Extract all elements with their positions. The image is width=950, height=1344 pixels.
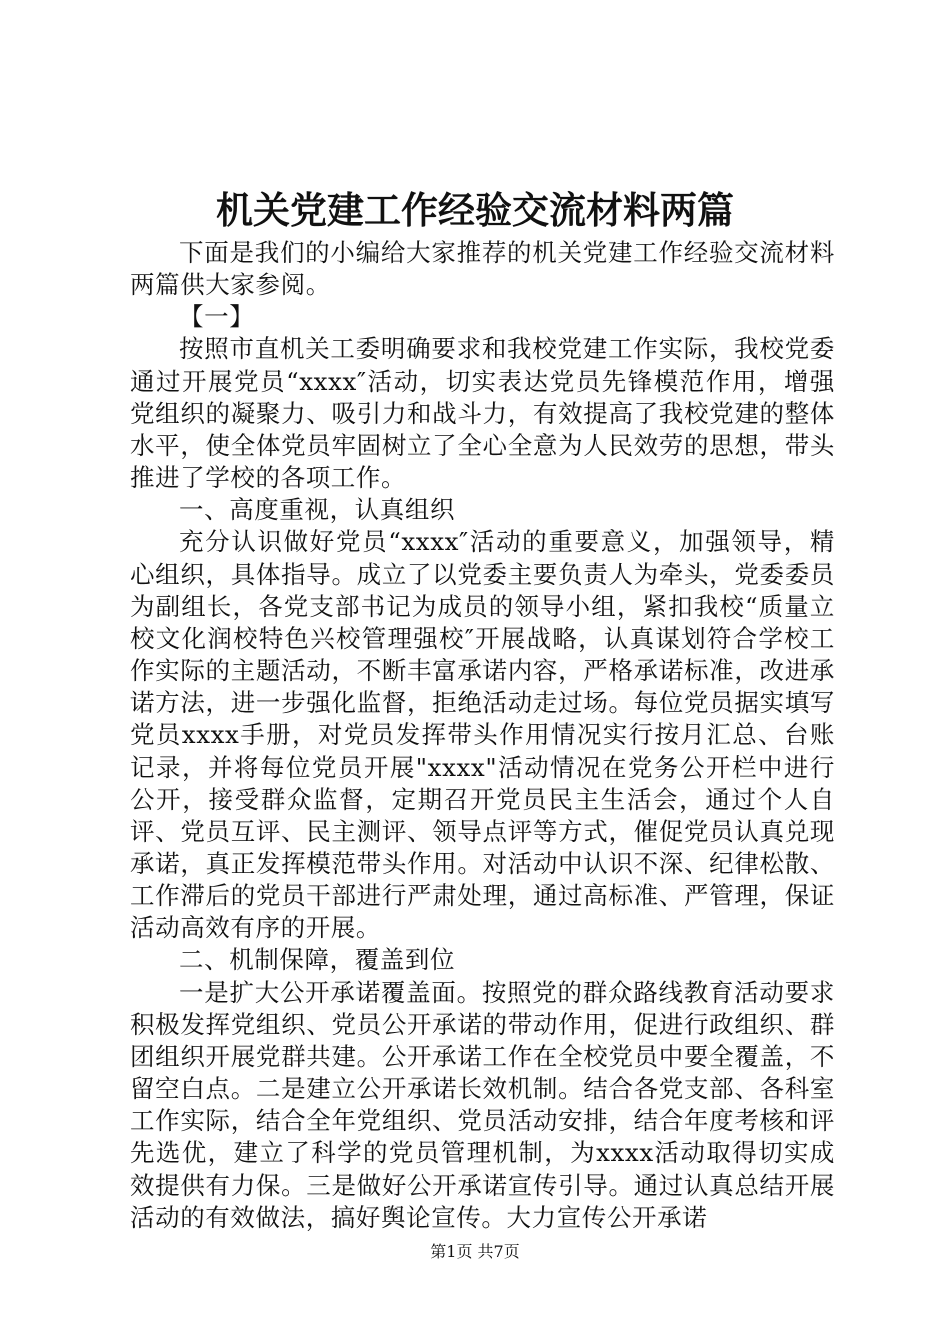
body-paragraph: 充分认识做好党员“xxxx″活动的重要意义，加强领导，精心组织，具体指导。成立了以党委主要负责人为牵头，党委委员为副组长，各党支部书记为成员的领导小组，紧扣我校“质量立校文化润校特色兴校管理强校″开展战略，认真谋划符合学校工作实际的主题活动，不断丰富承诺内容，严格承诺标准，改进承诺方法，进一步强化监督，拒绝活动走过场。每位党员据实填写党员xxxx手册，对党员发挥带头作用情况实行按月汇总、台账记录，并将每位党员开展"xxxx"活动情况在党务公开栏中进行公开，接受群众监督，定期召开党员民主生活会，通过个人自评、党员互评、民主测评、领导点评等方式，催促党员认真兑现承诺，真正发挥模范带头作用。对活动中认识不深、纪律松散、工作滞后的党员干部进行严肃处理，通过高标准、严管理，保证活动高效有序的开展。	[130, 527, 835, 943]
intro-paragraph: 下面是我们的小编给大家推荐的机关党建工作经验交流材料两篇供大家参阅。	[130, 238, 835, 300]
section-heading: 二、机制保障，覆盖到位	[179, 945, 456, 975]
body-paragraph: 按照市直机关工委明确要求和我校党建工作实际，我校党委通过开展党员“xxxx″活动，切实表达党员先锋模范作用，增强党组织的凝聚力、吸引力和战斗力，有效提高了我校党建的整体水平，使全体党员牢固树立了全心全意为人民效劳的思想，带头推进了学校的各项工作。	[130, 334, 835, 493]
section-marker: 【一】	[179, 302, 255, 332]
section-heading: 一、高度重视，认真组织	[179, 495, 456, 525]
document-body	[130, 237, 835, 1234]
page-number-footer: 第1页 共7页	[430, 1242, 520, 1261]
body-paragraph: 一是扩大公开承诺覆盖面。按照党的群众路线教育活动要求积极发挥党组织、党员公开承诺的带动作用，促进行政组织、群团组织开展党群共建。公开承诺工作在全校党员中要全覆盖，不留空白点。二是建立公开承诺长效机制。结合各党支部、各科室工作实际，结合全年党组织、党员活动安排，结合年度考核和评先选优，建立了科学的党员管理机制，为xxxx活动取得切实成效提供有力保。三是做好公开承诺宣传引导。通过认真总结开展活动的有效做法，搞好舆论宣传。大力宣传公开承诺	[130, 977, 835, 1232]
document-title: 机关党建工作经验交流材料两篇	[216, 188, 734, 232]
